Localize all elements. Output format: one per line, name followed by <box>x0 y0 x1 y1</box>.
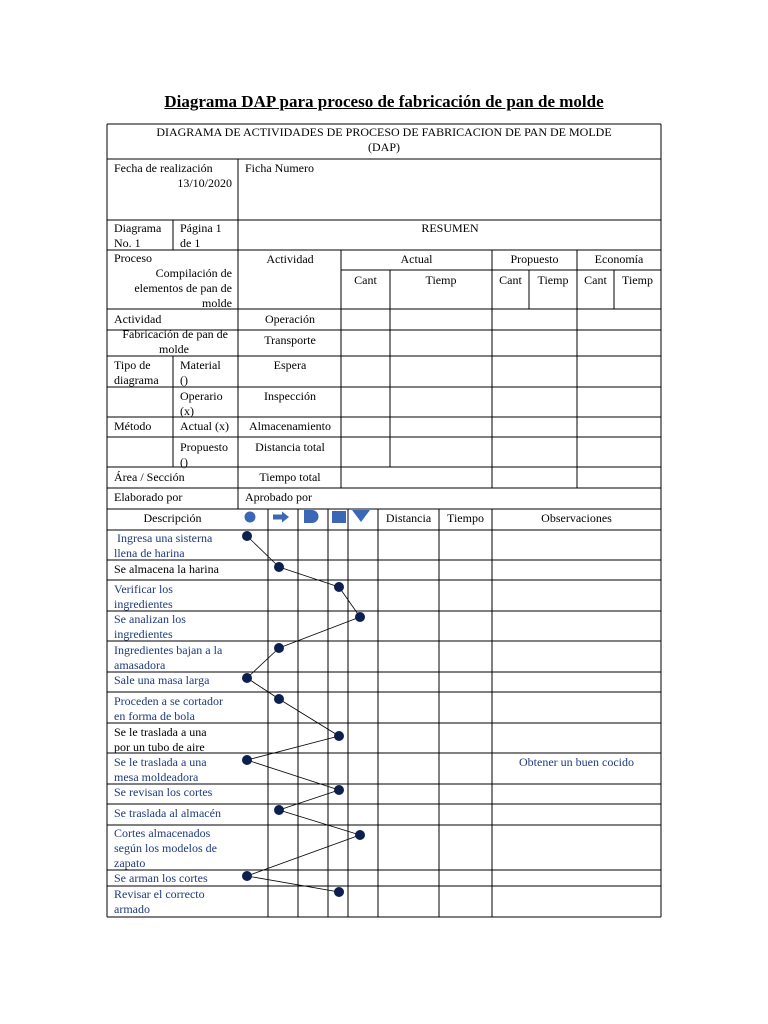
flow-connector <box>247 736 339 760</box>
propuesto-header: Propuesto <box>510 252 559 266</box>
step-12-line1: Cortes almacenados <box>114 826 211 840</box>
elaborado-label: Elaborado por <box>114 490 183 504</box>
resumen-label: RESUMEN <box>421 221 479 235</box>
propuesto-cant-header: Cant <box>499 273 522 287</box>
material-mark: () <box>180 373 188 387</box>
step-11-line1: Se traslada al almacén <box>114 806 221 820</box>
flow-connector <box>247 678 279 699</box>
tipo-label-1: Tipo de <box>114 358 151 372</box>
flow-dot <box>334 582 344 592</box>
flow-dot <box>355 612 365 622</box>
tipo-label-2: diagrama <box>114 373 159 387</box>
fecha-label: Fecha de realización <box>114 161 213 175</box>
flow-dot <box>242 673 252 683</box>
diagrama-label-2: No. 1 <box>114 236 141 250</box>
actual-cant-header: Cant <box>354 273 377 287</box>
fecha-value: 13/10/2020 <box>177 176 232 190</box>
step-8-line1: Se le traslada a una <box>114 725 207 739</box>
area-label: Área / Sección <box>114 470 185 484</box>
flow-dot <box>355 830 365 840</box>
proceso-line1: Compilación de <box>155 266 232 280</box>
activity-transporte: Transporte <box>264 333 316 347</box>
flow-connector <box>279 567 339 587</box>
economia-tiemp-header: Tiemp <box>622 273 653 287</box>
table-header-line2: (DAP) <box>368 140 400 154</box>
document-title: Diagrama DAP para proceso de fabricación de pan de molde <box>164 92 604 111</box>
transport-arrow-icon <box>272 510 290 524</box>
economia-cant-header: Cant <box>584 273 607 287</box>
flow-dot <box>274 694 284 704</box>
flow-connector <box>279 699 339 736</box>
step-4-line1: Se analizan los <box>114 612 186 626</box>
step-10-line1: Se revisan los cortes <box>114 785 213 799</box>
flow-dot <box>334 887 344 897</box>
step-9-line1: Se le traslada a una <box>114 755 207 769</box>
flow-connector <box>247 876 339 892</box>
flow-dot <box>274 805 284 815</box>
ficha-label: Ficha Numero <box>245 161 314 175</box>
step-5-line1: Ingredientes bajan a la <box>114 643 223 657</box>
economia-header: Economía <box>594 252 644 266</box>
activity-inspeccion: Inspección <box>264 389 316 403</box>
propuesto-tiemp-header: Tiemp <box>537 273 569 287</box>
flow-connector <box>279 790 339 810</box>
operario-mark: (x) <box>180 404 194 418</box>
pagina-label-1: Página 1 <box>180 221 222 235</box>
flow-dot <box>274 562 284 572</box>
actividad-label: Actividad <box>114 312 162 326</box>
operario-label: Operario <box>180 389 223 403</box>
step-2-line1: Se almacena la harina <box>114 562 219 576</box>
step-14-line2: armado <box>114 902 150 916</box>
observaciones-header: Observaciones <box>541 511 612 525</box>
tiempo-header: Tiempo <box>447 511 484 525</box>
storage-triangle-icon <box>351 509 371 524</box>
step-1-line2: llena de harina <box>114 546 185 560</box>
proceso-line3: molde <box>202 296 232 310</box>
activity-distancia-total: Distancia total <box>255 440 325 454</box>
flow-dot <box>242 531 252 541</box>
flow-connector <box>247 760 339 790</box>
delay-d-icon <box>302 509 320 524</box>
step-12-line3: zapato <box>114 856 146 870</box>
flow-connector <box>247 648 279 678</box>
step-3-line1: Verificar los <box>114 582 173 596</box>
step-7-line2: en forma de bola <box>114 709 195 723</box>
aprobado-label: Aprobado por <box>245 490 312 504</box>
metodo-label: Método <box>114 419 152 433</box>
pagina-label-2: de 1 <box>180 236 201 250</box>
step-7-line1: Proceden a se cortador <box>114 694 223 708</box>
metodo-actual: Actual (x) <box>180 419 229 433</box>
actividad-value-2: molde <box>159 342 189 356</box>
activity-espera: Espera <box>273 358 307 372</box>
flow-dot <box>242 871 252 881</box>
step-4-line2: ingredientes <box>114 627 173 641</box>
activity-almacenamiento: Almacenamiento <box>249 419 331 433</box>
step-6-line1: Sale una masa larga <box>114 673 210 687</box>
flow-connector <box>339 587 360 617</box>
operation-circle-icon <box>243 510 257 524</box>
activity-tiempo-total: Tiempo total <box>259 470 321 484</box>
step-12-line2: según los modelos de <box>114 841 217 855</box>
step-3-line2: ingredientes <box>114 597 173 611</box>
actual-tiemp-header: Tiemp <box>425 273 457 287</box>
distancia-header: Distancia <box>385 511 432 525</box>
metodo-propuesto: Propuesto <box>180 440 228 454</box>
step-5-line2: amasadora <box>114 658 166 672</box>
table-header-line1: DIAGRAMA DE ACTIVIDADES DE PROCESO DE FABRICACION DE PAN DE MOLDE <box>156 125 612 139</box>
step-14-line1: Revisar el correcto <box>114 887 205 901</box>
diagrama-label-1: Diagrama <box>114 221 162 235</box>
material-label: Material <box>180 358 221 372</box>
step-9-line2: mesa moldeadora <box>114 770 199 784</box>
flow-connector <box>247 536 279 567</box>
flow-dot <box>334 785 344 795</box>
descripcion-header: Descripción <box>143 511 202 525</box>
activity-operacion: Operación <box>265 312 315 326</box>
proceso-label: Proceso <box>114 251 152 265</box>
actividad-value-1: Fabricación de pan de <box>122 327 228 341</box>
step-9-observacion: Obtener un buen cocido <box>519 755 634 769</box>
step-13-line1: Se arman los cortes <box>114 871 208 885</box>
flow-dot <box>274 643 284 653</box>
flow-dot <box>242 755 252 765</box>
step-1-line1: Ingresa una sisterna <box>117 531 213 545</box>
actual-header: Actual <box>400 252 433 266</box>
metodo-propuesto-mark: () <box>180 455 188 469</box>
actividad-header: Actividad <box>266 252 314 266</box>
storage-square-icon <box>331 510 347 524</box>
flow-dot <box>334 731 344 741</box>
step-8-line2: por un tubo de aire <box>114 740 205 754</box>
proceso-line2: elementos de pan de <box>134 281 232 295</box>
